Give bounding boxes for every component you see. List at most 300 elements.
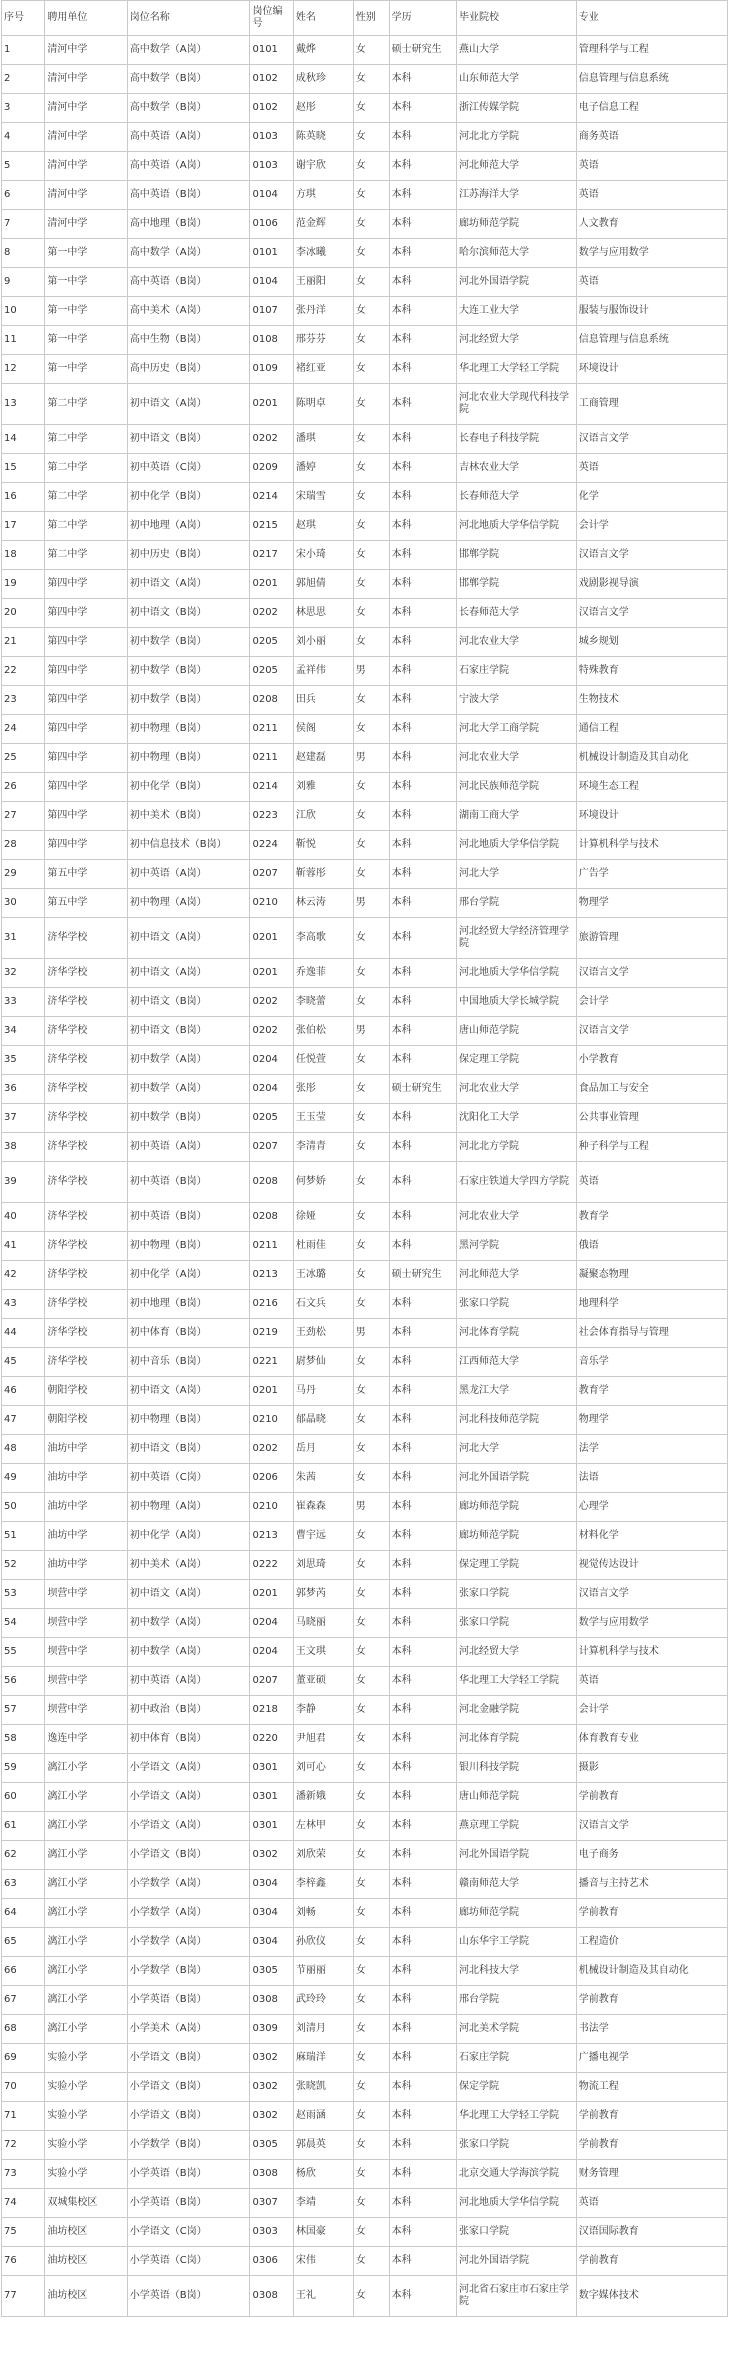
cell-index: 22 [2,657,45,686]
cell-education: 本科 [389,1899,456,1928]
cell-position-name: 小学数学（A岗） [127,1928,250,1957]
cell-employer: 济华学校 [45,1162,127,1203]
cell-major: 书法学 [576,2015,727,2044]
cell-major: 心理学 [576,1493,727,1522]
cell-index: 65 [2,1928,45,1957]
cell-position-name: 小学语文（A岗） [127,1783,250,1812]
cell-major: 服装与服饰设计 [576,297,727,326]
table-row [2,2015,728,2044]
cell-gender: 女 [353,1899,389,1928]
cell-employer: 实验小学 [45,2160,127,2189]
cell-position-name: 初中英语（A岗） [127,860,250,889]
cell-index: 48 [2,1435,45,1464]
cell-employer: 实验小学 [45,2073,127,2102]
cell-education: 本科 [389,297,456,326]
cell-position-name: 初中语文（B岗） [127,599,250,628]
cell-gender: 女 [353,1667,389,1696]
table-row [2,2218,728,2247]
cell-major: 学前教育 [576,1899,727,1928]
cell-position-code: 0207 [250,1133,293,1162]
cell-education: 本科 [389,1870,456,1899]
cell-school: 河北地质大学华信学院 [457,959,577,988]
cell-education: 本科 [389,1812,456,1841]
cell-employer: 第四中学 [45,570,127,599]
cell-gender: 女 [353,297,389,326]
cell-school: 大连工业大学 [457,297,577,326]
cell-employer: 济华学校 [45,1104,127,1133]
cell-school: 河北美术学院 [457,2015,577,2044]
cell-position-code: 0106 [250,210,293,239]
cell-index: 34 [2,1017,45,1046]
cell-employer: 济华学校 [45,1290,127,1319]
cell-gender: 女 [353,239,389,268]
cell-employer: 漓江小学 [45,1957,127,1986]
cell-gender: 女 [353,570,389,599]
cell-school: 浙江传媒学院 [457,94,577,123]
cell-education: 本科 [389,1754,456,1783]
cell-education: 本科 [389,2160,456,2189]
cell-gender: 女 [353,541,389,570]
cell-school: 河北北方学院 [457,1133,577,1162]
cell-education: 本科 [389,1435,456,1464]
cell-school: 哈尔滨师范大学 [457,239,577,268]
cell-employer: 济华学校 [45,1133,127,1162]
table-row [2,1406,728,1435]
cell-school: 保定理工学院 [457,1551,577,1580]
cell-major: 教育学 [576,1203,727,1232]
cell-position-code: 0201 [250,959,293,988]
cell-major: 物流工程 [576,2073,727,2102]
cell-education: 本科 [389,483,456,512]
cell-education: 本科 [389,2247,456,2276]
cell-name: 郭晨英 [293,2131,353,2160]
cell-employer: 逸连中学 [45,1725,127,1754]
cell-name: 节丽丽 [293,1957,353,1986]
cell-position-name: 小学语文（A岗） [127,1812,250,1841]
cell-position-name: 初中美术（B岗） [127,802,250,831]
cell-index: 26 [2,773,45,802]
cell-employer: 第二中学 [45,483,127,512]
cell-school: 石家庄学院 [457,2044,577,2073]
table-row [2,94,728,123]
cell-position-name: 初中语文（B岗） [127,425,250,454]
cell-education: 本科 [389,1551,456,1580]
cell-index: 6 [2,181,45,210]
cell-gender: 女 [353,1348,389,1377]
cell-employer: 实验小学 [45,2044,127,2073]
cell-school: 中国地质大学长城学院 [457,988,577,1017]
cell-position-code: 0204 [250,1609,293,1638]
cell-index: 44 [2,1319,45,1348]
cell-major: 英语 [576,1667,727,1696]
table-row [2,657,728,686]
cell-employer: 第一中学 [45,239,127,268]
cell-position-name: 高中英语（B岗） [127,268,250,297]
cell-employer: 济华学校 [45,1232,127,1261]
cell-employer: 漓江小学 [45,1841,127,1870]
cell-education: 本科 [389,1203,456,1232]
cell-position-name: 初中体育（B岗） [127,1725,250,1754]
cell-school: 唐山师范学院 [457,1783,577,1812]
cell-education: 本科 [389,1348,456,1377]
cell-gender: 女 [353,599,389,628]
cell-school: 河北农业大学现代科技学院 [457,384,577,425]
cell-position-name: 初中英语（A岗） [127,1667,250,1696]
table-row [2,1928,728,1957]
table-row [2,326,728,355]
cell-position-code: 0214 [250,483,293,512]
cell-name: 麻瑞洋 [293,2044,353,2073]
cell-school: 河北师范大学 [457,152,577,181]
cell-index: 64 [2,1899,45,1928]
header-employer: 聘用单位 [45,1,127,36]
cell-education: 本科 [389,181,456,210]
cell-major: 通信工程 [576,715,727,744]
cell-index: 14 [2,425,45,454]
cell-major: 数学与应用数学 [576,239,727,268]
cell-name: 侯阁 [293,715,353,744]
cell-major: 财务管理 [576,2160,727,2189]
cell-major: 凝聚态物理 [576,1261,727,1290]
cell-education: 本科 [389,1928,456,1957]
table-row [2,1464,728,1493]
cell-school: 廊坊师范学院 [457,1493,577,1522]
cell-gender: 女 [353,628,389,657]
cell-position-code: 0308 [250,2276,293,2317]
cell-school: 长春师范大学 [457,483,577,512]
recruitment-results-table [1,0,728,2317]
table-row [2,1319,728,1348]
cell-education: 本科 [389,1406,456,1435]
cell-school: 河北外国语学院 [457,1841,577,1870]
cell-school: 河北科技大学 [457,1957,577,1986]
cell-index: 31 [2,918,45,959]
cell-employer: 济华学校 [45,1203,127,1232]
table-row [2,541,728,570]
cell-gender: 女 [353,1870,389,1899]
cell-education: 本科 [389,1986,456,2015]
cell-education: 本科 [389,1841,456,1870]
cell-name: 李靖 [293,2189,353,2218]
cell-education: 本科 [389,802,456,831]
cell-position-name: 小学美术（A岗） [127,2015,250,2044]
cell-employer: 第四中学 [45,773,127,802]
cell-education: 本科 [389,384,456,425]
cell-employer: 清河中学 [45,94,127,123]
cell-name: 崔森森 [293,1493,353,1522]
cell-employer: 第二中学 [45,425,127,454]
cell-employer: 济华学校 [45,1348,127,1377]
cell-employer: 漓江小学 [45,1754,127,1783]
cell-name: 潘琪 [293,425,353,454]
cell-gender: 女 [353,1754,389,1783]
cell-name: 郭旭倩 [293,570,353,599]
cell-education: 本科 [389,657,456,686]
cell-major: 学前教育 [576,2131,727,2160]
cell-index: 15 [2,454,45,483]
cell-name: 张丹洋 [293,297,353,326]
cell-major: 信息管理与信息系统 [576,326,727,355]
cell-employer: 第二中学 [45,384,127,425]
cell-school: 河北金融学院 [457,1696,577,1725]
cell-employer: 油坊中学 [45,1522,127,1551]
cell-index: 36 [2,1075,45,1104]
cell-school: 银川科技学院 [457,1754,577,1783]
cell-position-name: 小学英语（B岗） [127,1986,250,2015]
table-row [2,860,728,889]
cell-school: 河北师范大学 [457,1261,577,1290]
cell-education: 本科 [389,1319,456,1348]
cell-name: 刘可心 [293,1754,353,1783]
cell-position-name: 初中历史（B岗） [127,541,250,570]
cell-index: 35 [2,1046,45,1075]
cell-position-code: 0308 [250,1986,293,2015]
cell-gender: 女 [353,94,389,123]
cell-position-code: 0209 [250,454,293,483]
cell-major: 会计学 [576,1696,727,1725]
cell-position-code: 0204 [250,1046,293,1075]
cell-education: 本科 [389,355,456,384]
header-education: 学历 [389,1,456,36]
cell-school: 北京交通大学海滨学院 [457,2160,577,2189]
cell-position-name: 初中数学（B岗） [127,686,250,715]
cell-major: 汉语言文学 [576,599,727,628]
cell-gender: 女 [353,2044,389,2073]
cell-major: 学前教育 [576,2247,727,2276]
cell-position-code: 0217 [250,541,293,570]
cell-gender: 女 [353,1232,389,1261]
table-row [2,1377,728,1406]
cell-school: 石家庄学院 [457,657,577,686]
cell-position-name: 高中英语（B岗） [127,181,250,210]
cell-gender: 男 [353,1493,389,1522]
cell-index: 55 [2,1638,45,1667]
cell-major: 计算机科学与技术 [576,1638,727,1667]
cell-gender: 女 [353,715,389,744]
cell-gender: 女 [353,512,389,541]
cell-education: 本科 [389,1957,456,1986]
cell-position-name: 初中化学（B岗） [127,773,250,802]
cell-education: 本科 [389,1638,456,1667]
cell-employer: 第四中学 [45,657,127,686]
cell-gender: 女 [353,1522,389,1551]
cell-position-name: 初中语文（A岗） [127,1580,250,1609]
cell-index: 11 [2,326,45,355]
cell-employer: 实验小学 [45,2131,127,2160]
cell-position-code: 0213 [250,1522,293,1551]
cell-school: 河北外国语学院 [457,268,577,297]
cell-gender: 女 [353,1986,389,2015]
table-row [2,512,728,541]
cell-education: 本科 [389,152,456,181]
cell-index: 74 [2,2189,45,2218]
table-row [2,1812,728,1841]
cell-name: 宋伟 [293,2247,353,2276]
cell-position-code: 0224 [250,831,293,860]
cell-gender: 女 [353,2218,389,2247]
cell-position-name: 高中美术（A岗） [127,297,250,326]
table-row [2,1522,728,1551]
cell-gender: 女 [353,152,389,181]
cell-position-code: 0201 [250,570,293,599]
cell-education: 本科 [389,831,456,860]
cell-employer: 清河中学 [45,65,127,94]
cell-name: 赵琪 [293,512,353,541]
table-row [2,2189,728,2218]
cell-employer: 第四中学 [45,744,127,773]
table-row [2,2131,728,2160]
cell-school: 张家口学院 [457,2131,577,2160]
cell-employer: 漓江小学 [45,1783,127,1812]
cell-employer: 济华学校 [45,1261,127,1290]
table-row [2,1841,728,1870]
cell-school: 河北地质大学华信学院 [457,2189,577,2218]
cell-index: 24 [2,715,45,744]
cell-name: 刘思琦 [293,1551,353,1580]
cell-position-code: 0205 [250,628,293,657]
cell-major: 俄语 [576,1232,727,1261]
cell-gender: 女 [353,2276,389,2317]
cell-gender: 女 [353,1435,389,1464]
cell-major: 数学与应用数学 [576,1609,727,1638]
cell-position-code: 0205 [250,1104,293,1133]
cell-education: 本科 [389,918,456,959]
cell-index: 4 [2,123,45,152]
cell-employer: 双城集校区 [45,2189,127,2218]
cell-position-name: 初中数学（A岗） [127,1046,250,1075]
cell-position-code: 0222 [250,1551,293,1580]
cell-school: 河北农业大学 [457,744,577,773]
cell-index: 1 [2,36,45,65]
cell-position-name: 初中音乐（B岗） [127,1348,250,1377]
cell-major: 音乐学 [576,1348,727,1377]
cell-name: 刘畅 [293,1899,353,1928]
cell-index: 12 [2,355,45,384]
cell-employer: 第四中学 [45,831,127,860]
cell-index: 50 [2,1493,45,1522]
cell-index: 27 [2,802,45,831]
cell-gender: 女 [353,1725,389,1754]
cell-gender: 女 [353,268,389,297]
cell-name: 李晓蕾 [293,988,353,1017]
cell-employer: 油坊校区 [45,2218,127,2247]
table-row [2,599,728,628]
cell-employer: 漓江小学 [45,1870,127,1899]
cell-major: 机械设计制造及其自动化 [576,744,727,773]
cell-name: 郭梦芮 [293,1580,353,1609]
table-row [2,181,728,210]
cell-major: 生物技术 [576,686,727,715]
cell-school: 沈阳化工大学 [457,1104,577,1133]
cell-school: 石家庄铁道大学四方学院 [457,1162,577,1203]
cell-position-name: 初中地理（A岗） [127,512,250,541]
table-row [2,2044,728,2073]
cell-index: 76 [2,2247,45,2276]
cell-position-name: 小学英语（C岗） [127,2247,250,2276]
cell-index: 46 [2,1377,45,1406]
cell-name: 石文兵 [293,1290,353,1319]
cell-major: 汉语言文学 [576,1017,727,1046]
cell-major: 特殊教育 [576,657,727,686]
table-row [2,2102,728,2131]
header-row [2,1,728,36]
table-row [2,2276,728,2317]
cell-name: 潘婷 [293,454,353,483]
cell-employer: 漓江小学 [45,2015,127,2044]
cell-school: 华北理工大学轻工学院 [457,2102,577,2131]
cell-gender: 女 [353,1104,389,1133]
header-major: 专业 [576,1,727,36]
cell-education: 本科 [389,210,456,239]
cell-employer: 漓江小学 [45,1986,127,2015]
cell-gender: 女 [353,959,389,988]
table-row [2,454,728,483]
cell-major: 管理科学与工程 [576,36,727,65]
cell-employer: 济华学校 [45,959,127,988]
cell-gender: 女 [353,1075,389,1104]
cell-name: 靳蓉彤 [293,860,353,889]
cell-gender: 女 [353,1290,389,1319]
cell-employer: 济华学校 [45,988,127,1017]
cell-major: 地理科学 [576,1290,727,1319]
cell-name: 成秋珍 [293,65,353,94]
cell-name: 任悦萱 [293,1046,353,1075]
cell-education: 本科 [389,454,456,483]
cell-name: 何梦娇 [293,1162,353,1203]
cell-education: 本科 [389,2015,456,2044]
cell-position-name: 初中美术（A岗） [127,1551,250,1580]
cell-education: 本科 [389,1232,456,1261]
cell-position-code: 0308 [250,2160,293,2189]
cell-employer: 第五中学 [45,889,127,918]
cell-employer: 漓江小学 [45,1928,127,1957]
cell-major: 汉语言文学 [576,425,727,454]
cell-position-code: 0202 [250,1435,293,1464]
cell-name: 褚红亚 [293,355,353,384]
cell-index: 41 [2,1232,45,1261]
table-row [2,65,728,94]
cell-position-code: 0307 [250,2189,293,2218]
cell-major: 法语 [576,1464,727,1493]
cell-index: 17 [2,512,45,541]
cell-education: 本科 [389,1162,456,1203]
cell-index: 10 [2,297,45,326]
cell-major: 社会体育指导与管理 [576,1319,727,1348]
cell-employer: 清河中学 [45,181,127,210]
cell-position-code: 0309 [250,2015,293,2044]
cell-education: 本科 [389,2131,456,2160]
cell-position-name: 初中语文（A岗） [127,384,250,425]
cell-index: 62 [2,1841,45,1870]
cell-index: 2 [2,65,45,94]
cell-major: 教育学 [576,1377,727,1406]
cell-gender: 女 [353,425,389,454]
cell-position-name: 高中生物（B岗） [127,326,250,355]
cell-index: 23 [2,686,45,715]
cell-position-code: 0201 [250,384,293,425]
cell-employer: 第四中学 [45,599,127,628]
cell-position-name: 初中语文（B岗） [127,1435,250,1464]
cell-position-name: 小学英语（B岗） [127,2160,250,2189]
cell-employer: 坝营中学 [45,1609,127,1638]
cell-index: 29 [2,860,45,889]
cell-school: 河北外国语学院 [457,2247,577,2276]
header-index: 序号 [2,1,45,36]
cell-index: 70 [2,2073,45,2102]
table-row [2,1870,728,1899]
cell-school: 山东华宇工学院 [457,1928,577,1957]
cell-position-name: 初中化学（A岗） [127,1522,250,1551]
